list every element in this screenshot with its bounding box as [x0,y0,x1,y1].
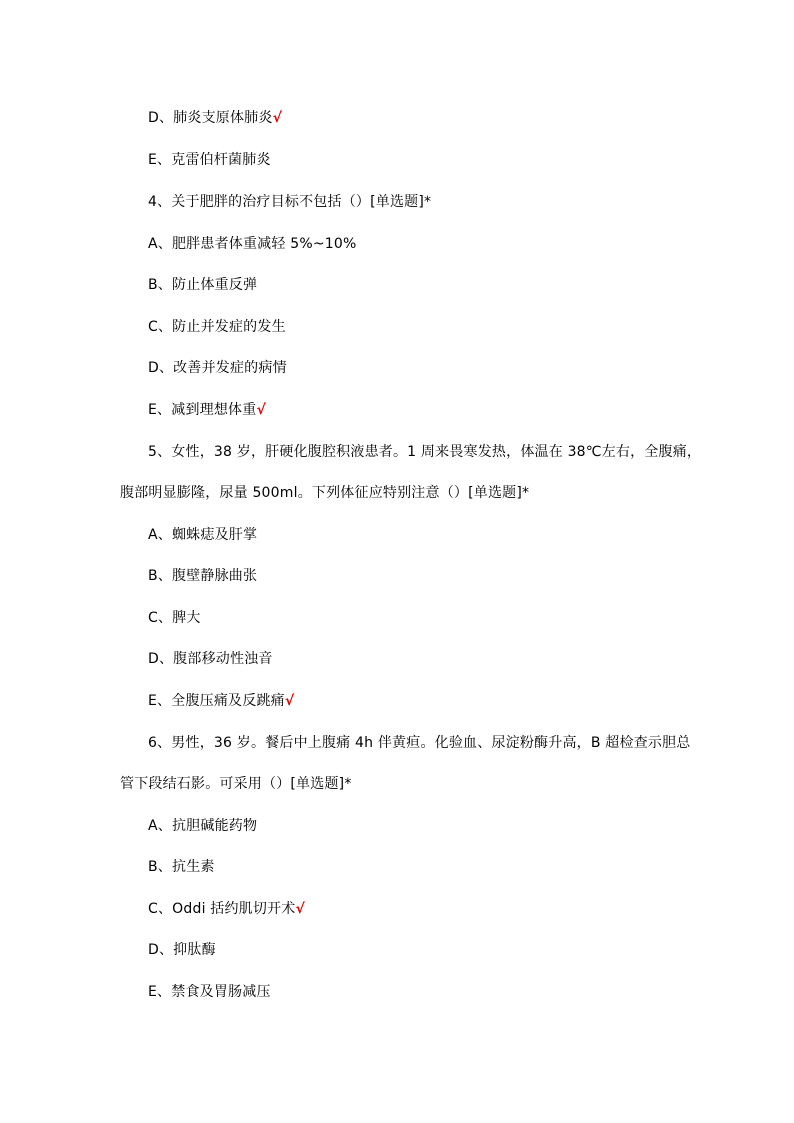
correct-check-mark: √ [272,110,283,126]
q5-option-e: E、全腹压痛及反跳痛√ [148,693,295,709]
q4-option-a: A、肥胖患者体重减轻 5%~10% [148,236,357,252]
q6-option-e: E、禁食及胃肠减压 [148,984,271,1000]
q6-option-d: D、抑肽酶 [148,942,216,958]
correct-check-mark: √ [295,901,306,917]
q6-option-a: A、抗胆碱能药物 [148,818,258,834]
q3-option-d: D、肺炎支原体肺炎√ [148,110,283,126]
q4-option-e: E、减到理想体重√ [148,402,266,418]
q5-option-a: A、蜘蛛痣及肝掌 [148,527,258,543]
q6-option-c: C、Oddi 括约肌切开术√ [148,901,306,917]
q5-question-line2: 腹部明显膨隆，尿量 500ml。下列体征应特别注意（）[单选题]* [120,485,530,501]
q4-option-c: C、防止并发症的发生 [148,319,286,335]
q4-option-b: B、防止体重反弹 [148,277,258,293]
q3-option-e: E、克雷伯杆菌肺炎 [148,152,271,168]
correct-check-mark: √ [256,402,266,418]
q4-option-d: D、改善并发症的病情 [148,360,287,376]
q4-question: 4、关于肥胖的治疗目标不包括（）[单选题]* [148,194,432,210]
q5-question-line1: 5、女性，38 岁，肝硬化腹腔积液患者。1 周来畏寒发热，体温在 38℃左右，全腹痛， [148,444,702,460]
q5-option-b: B、腹壁静脉曲张 [148,568,258,584]
q6-option-b: B、抗生素 [148,859,215,875]
q5-option-c: C、脾大 [148,610,201,626]
correct-check-mark: √ [284,693,295,709]
q6-question-line1: 6、男性，36 岁。餐后中上腹痛 4h 伴黄疸。化验血、尿淀粉酶升高，B 超检查示胆总 [148,735,691,751]
q5-option-d: D、腹部移动性浊音 [148,651,273,667]
q6-question-line2: 管下段结石影。可采用（）[单选题]* [120,776,352,792]
